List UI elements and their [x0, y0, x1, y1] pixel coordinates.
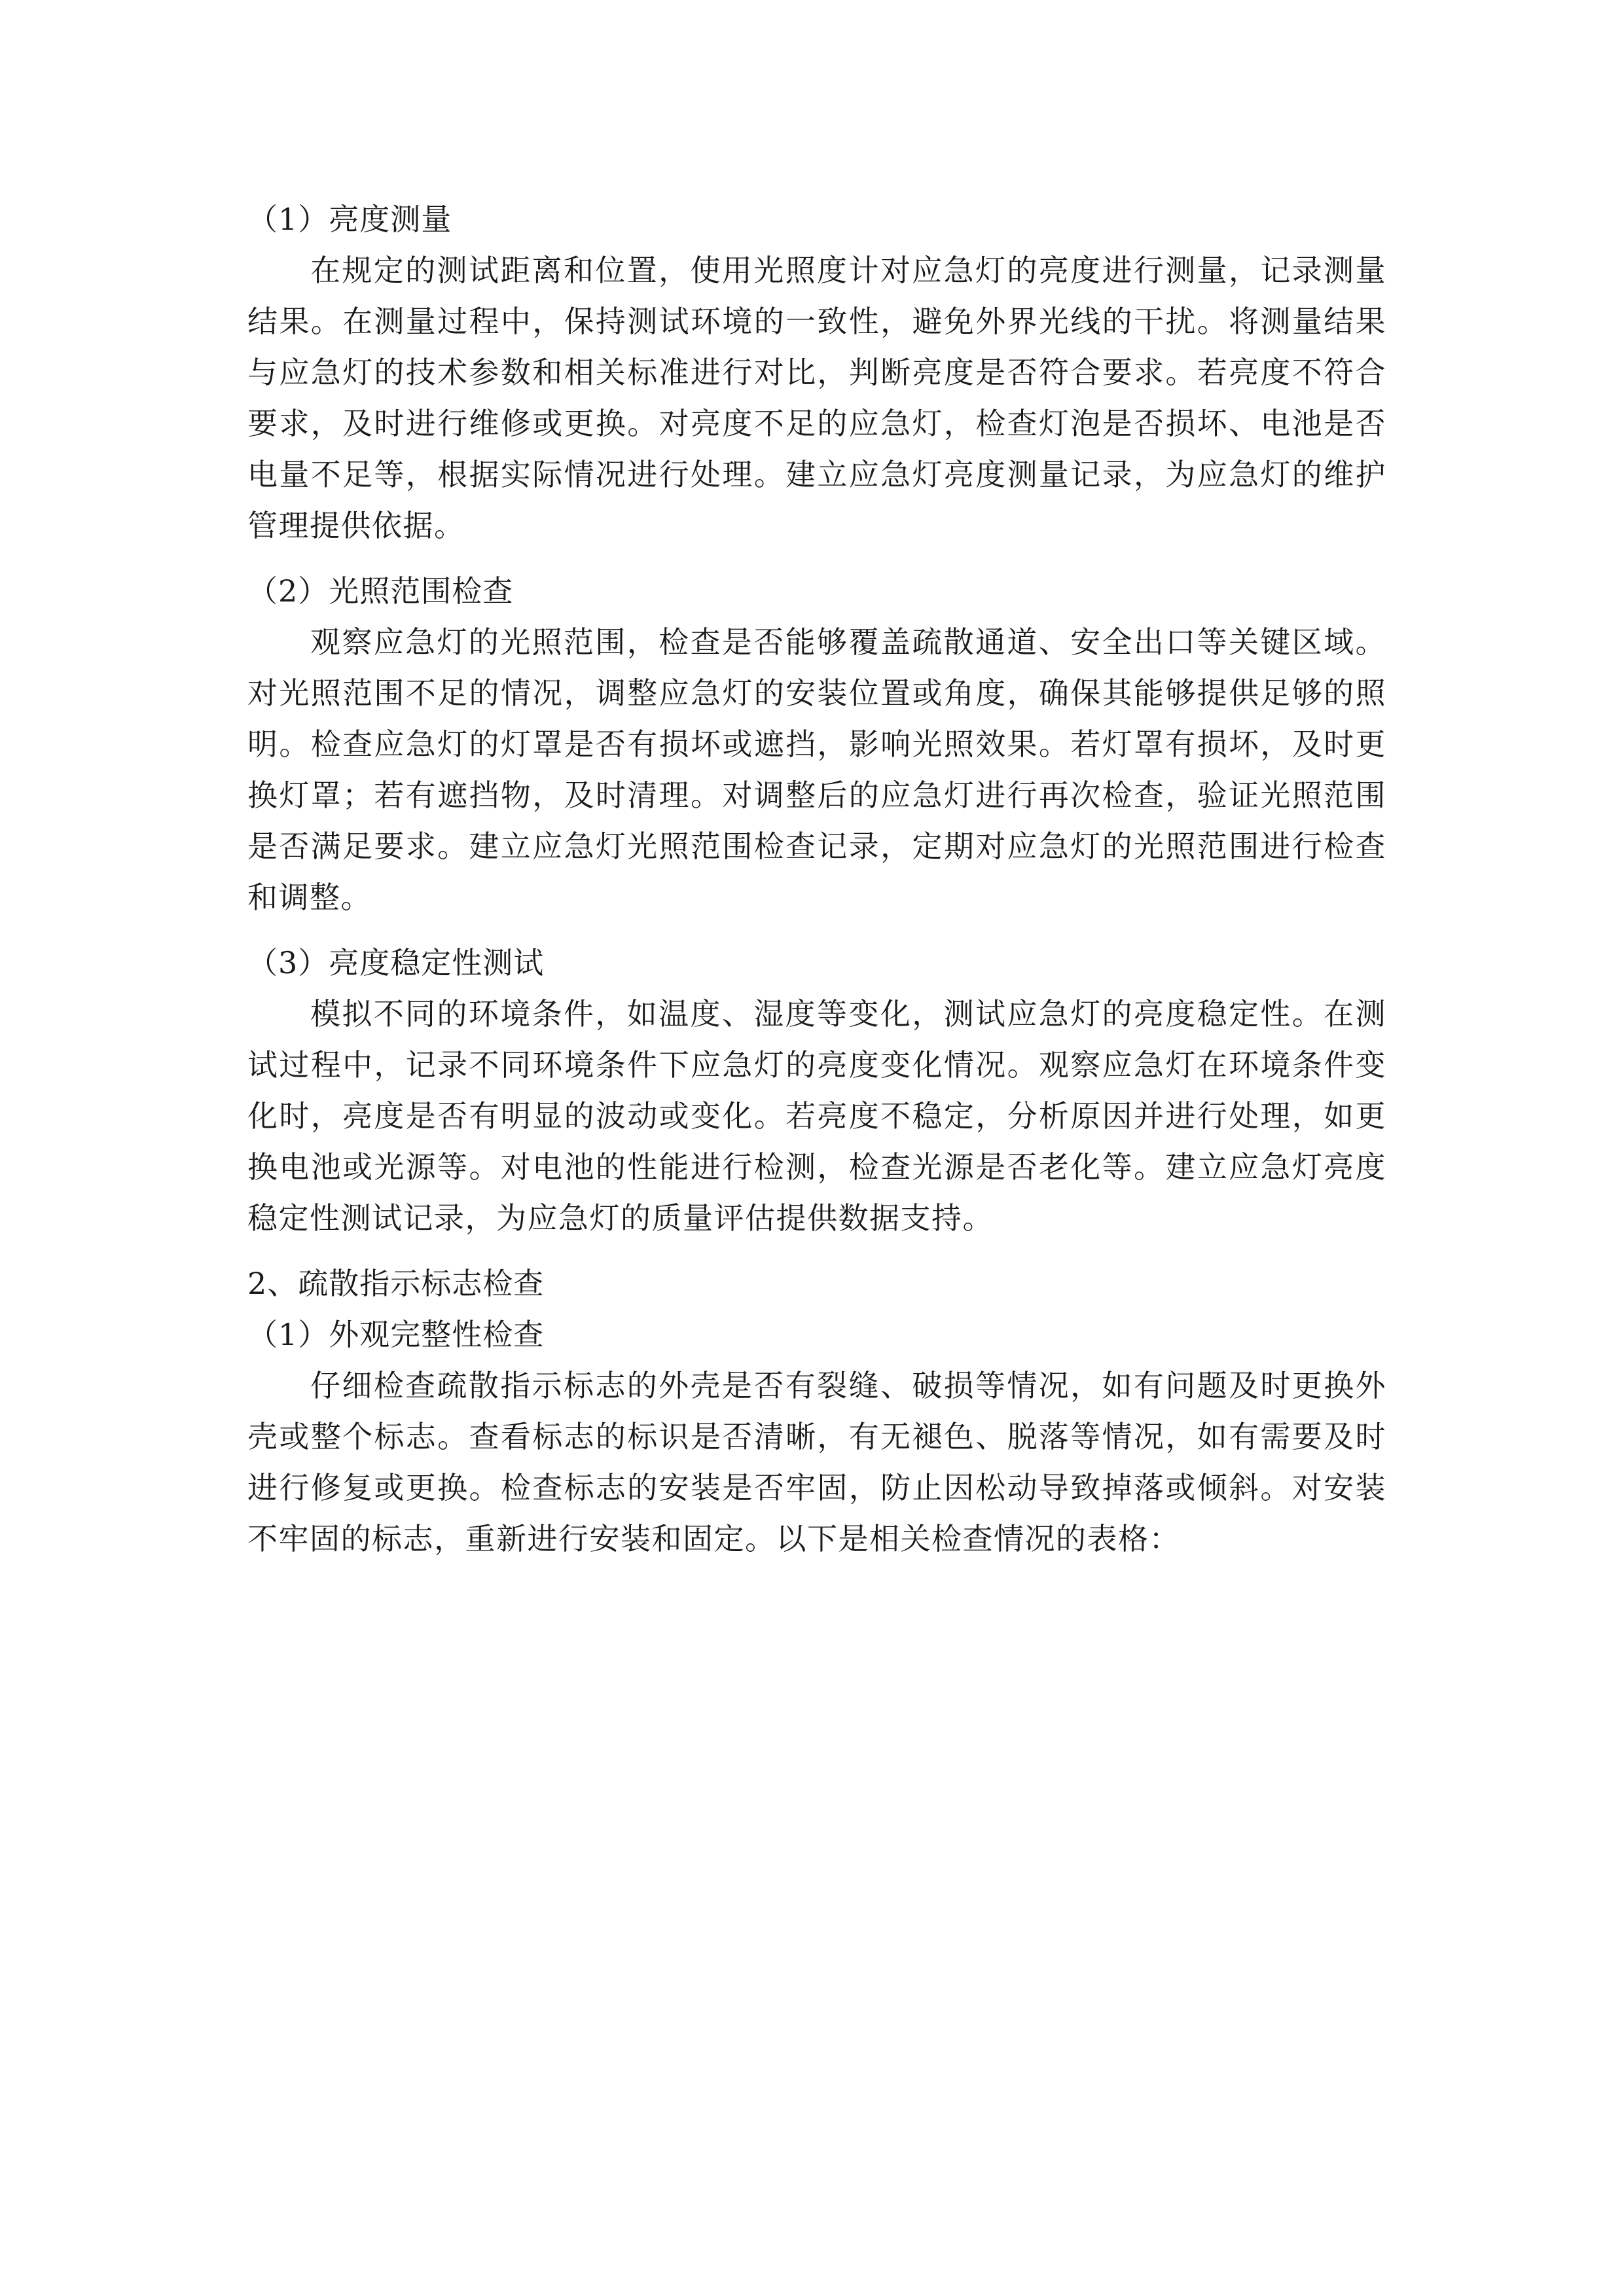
paragraph-brightness-measurement: 在规定的测试距离和位置，使用光照度计对应急灯的亮度进行测量，记录测量结果。在测量过程中，保持测试环境的一致性，避免外界光线的干扰。将测量结果与应急灯的技术参数和相关标准进行对比，判断亮度是否符合要求。若亮度不符合要求，及时进行维修或更换。对亮度不足的应急灯，检查灯泡是否损坏、电池是否电量不足等，根据实际情况进行处理。建立应急灯亮度测量记录，为应急灯的维护管理提供依据。 [247, 253, 1386, 543]
heading-illumination-range-check: （2）光照范围检查 [247, 573, 514, 609]
page-content [247, 194, 1386, 1564]
heading-brightness-stability-test: （3）亮度稳定性测试 [247, 945, 545, 980]
paragraph-appearance-integrity-check: 仔细检查疏散指示标志的外壳是否有裂缝、破损等情况，如有问题及时更换外壳或整个标志。查看标志的标识是否清晰，有无褪色、脱落等情况，如有需要及时进行修复或更换。检查标志的安装是否牢固，防止因松动导致掉落或倾斜。对安装不牢固的标志，重新进行安装和固定。以下是相关检查情况的表格： [247, 1368, 1386, 1556]
heading-appearance-integrity-check: （1）外观完整性检查 [247, 1317, 545, 1352]
heading-brightness-measurement: （1）亮度测量 [247, 202, 452, 237]
heading-evacuation-sign-check: 2、疏散指示标志检查 [247, 1266, 545, 1301]
paragraph-brightness-stability-test: 模拟不同的环境条件，如温度、湿度等变化，测试应急灯的亮度稳定性。在测试过程中，记录不同环境条件下应急灯的亮度变化情况。观察应急灯在环境条件变化时，亮度是否有明显的波动或变化。若亮度不稳定，分析原因并进行处理，如更换电池或光源等。对电池的性能进行检测，检查光源是否老化等。建立应急灯亮度稳定性测试记录，为应急灯的质量评估提供数据支持。 [247, 996, 1386, 1236]
paragraph-illumination-range-check: 观察应急灯的光照范围，检查是否能够覆盖疏散通道、安全出口等关键区域。对光照范围不足的情况，调整应急灯的安装位置或角度，确保其能够提供足够的照明。检查应急灯的灯罩是否有损坏或遮挡，影响光照效果。若灯罩有损坏，及时更换灯罩；若有遮挡物，及时清理。对调整后的应急灯进行再次检查，验证光照范围是否满足要求。建立应急灯光照范围检查记录，定期对应急灯的光照范围进行检查和调整。 [247, 624, 1386, 915]
